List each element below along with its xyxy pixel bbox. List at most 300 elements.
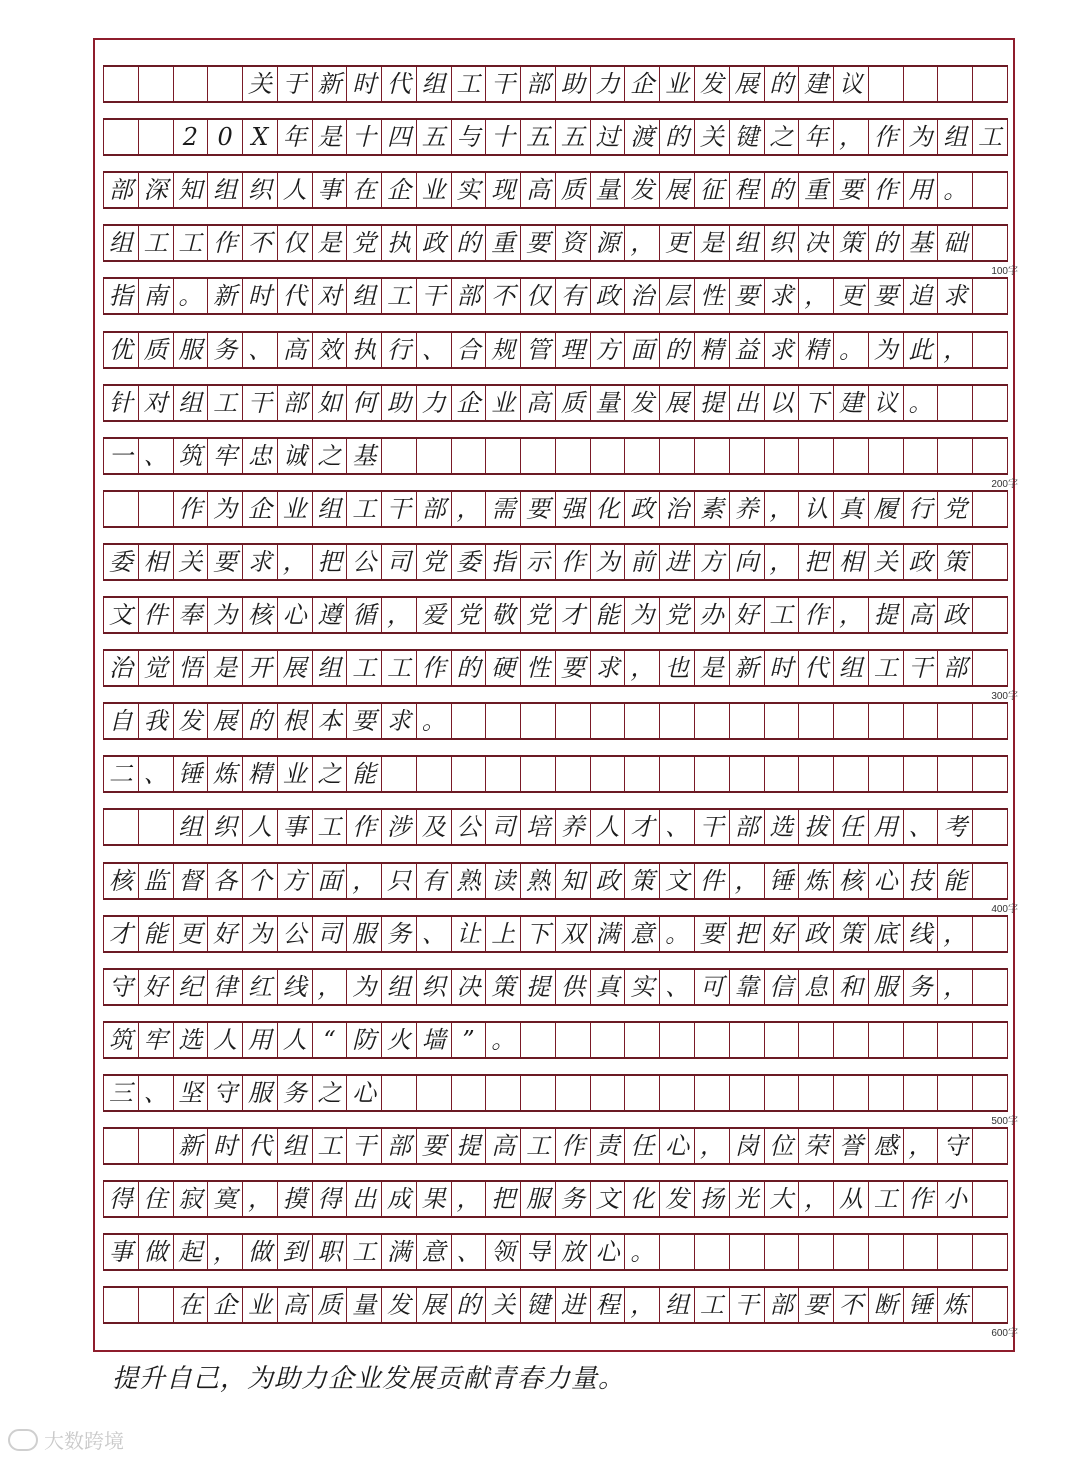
grid-cell: ， (798, 1182, 833, 1216)
grid-cell: 成 (381, 1182, 416, 1216)
grid-cell: 觉 (138, 651, 173, 685)
grid-cell: 遵 (312, 598, 347, 632)
grid-cell: 的 (764, 173, 799, 207)
grid-cell: 硬 (485, 651, 520, 685)
grid-cell: 十 (346, 120, 381, 154)
grid-cell: 策 (833, 917, 868, 951)
grid-cell: 有 (555, 279, 590, 313)
grid-cell: 作 (346, 810, 381, 844)
grid-cell: ， (346, 864, 381, 898)
grid-cell: 重 (485, 226, 520, 260)
grid-cell: ， (937, 970, 972, 1004)
grid-cell: 优 (103, 333, 138, 367)
grid-cell: 责 (590, 1129, 625, 1163)
grid-cell: 司 (485, 810, 520, 844)
grid-cell: 锤 (173, 757, 208, 791)
grid-cell: 起 (173, 1235, 208, 1269)
grid-cell: 要 (416, 1129, 451, 1163)
grid-cell: 部 (451, 279, 486, 313)
grid-row (103, 596, 1008, 634)
grid-row (103, 331, 1008, 369)
grid-cell: 为 (903, 120, 938, 154)
grid-cell: 发 (624, 173, 659, 207)
grid-cell: 只 (381, 864, 416, 898)
grid-cell (972, 226, 1008, 260)
grid-cell (729, 1023, 764, 1057)
grid-cell: 方 (694, 545, 729, 579)
grid-cell: 部 (381, 1129, 416, 1163)
grid-cell: 、 (138, 439, 173, 473)
grid-row (103, 968, 1008, 1006)
grid-cell: 工 (312, 1129, 347, 1163)
grid-cell (972, 917, 1008, 951)
grid-row (103, 384, 1008, 422)
grid-cell (972, 67, 1008, 101)
grid-cell: 委 (103, 545, 138, 579)
grid-cell: 的 (451, 226, 486, 260)
grid-cell: 求 (764, 333, 799, 367)
grid-cell: 、 (659, 810, 694, 844)
grid-cell (972, 439, 1008, 473)
grid-cell: 为 (590, 545, 625, 579)
grid-cell: 助 (555, 67, 590, 101)
grid-cell (972, 279, 1008, 313)
grid-cell: 文 (659, 864, 694, 898)
grid-cell: 火 (381, 1023, 416, 1057)
grid-row (103, 490, 1008, 528)
grid-cell: 为 (242, 917, 277, 951)
grid-cell: 素 (694, 492, 729, 526)
grid-cell: 工 (346, 492, 381, 526)
grid-cell: 渡 (624, 120, 659, 154)
grid-cell: 三 (103, 1076, 138, 1110)
grid-cell: 锤 (764, 864, 799, 898)
grid-cell: 五 (416, 120, 451, 154)
grid-cell (764, 1235, 799, 1269)
grid-cell: 导 (520, 1235, 555, 1269)
grid-cell: 量 (346, 1288, 381, 1322)
grid-cell: 可 (694, 970, 729, 1004)
grid-cell: 炼 (937, 1288, 972, 1322)
grid-row (103, 915, 1008, 953)
grid-cell: 五 (520, 120, 555, 154)
grid-cell (624, 704, 659, 738)
grid-cell: ” (451, 1023, 486, 1057)
grid-cell: 寂 (173, 1182, 208, 1216)
grid-cell: 靠 (729, 970, 764, 1004)
grid-cell: 督 (173, 864, 208, 898)
grid-cell: 提 (520, 970, 555, 1004)
grid-cell: 方 (590, 333, 625, 367)
grid-cell: 征 (694, 173, 729, 207)
grid-cell: X (242, 120, 277, 154)
grid-cell: 能 (138, 917, 173, 951)
grid-cell: 要 (346, 704, 381, 738)
grid-cell: 政 (937, 598, 972, 632)
grid-cell: 十 (485, 120, 520, 154)
grid-cell: 工 (764, 598, 799, 632)
grid-cell: 作 (868, 173, 903, 207)
grid-row (103, 437, 1008, 475)
grid-cell (624, 757, 659, 791)
grid-cell (659, 439, 694, 473)
grid-cell: 党 (451, 598, 486, 632)
grid-cell: 织 (242, 173, 277, 207)
grid-cell: 件 (694, 864, 729, 898)
grid-cell: 干 (903, 651, 938, 685)
grid-cell (138, 120, 173, 154)
grid-cell: 治 (624, 279, 659, 313)
grid-cell: 是 (207, 651, 242, 685)
grid-cell: 为 (624, 598, 659, 632)
grid-cell: 心 (346, 1076, 381, 1110)
grid-cell: 础 (937, 226, 972, 260)
grid-cell: 筑 (173, 439, 208, 473)
grid-cell (937, 757, 972, 791)
grid-cell: 公 (277, 917, 312, 951)
grid-cell: 化 (624, 1182, 659, 1216)
grid-cell: 知 (173, 173, 208, 207)
word-count-marker: 100字 (991, 266, 1018, 278)
grid-cell: 组 (312, 492, 347, 526)
grid-cell: 议 (833, 67, 868, 101)
grid-cell: 管 (520, 333, 555, 367)
grid-cell: ， (833, 120, 868, 154)
grid-cell: 为 (868, 333, 903, 367)
grid-cell: 业 (242, 1288, 277, 1322)
grid-cell: 墙 (416, 1023, 451, 1057)
grid-cell: 源 (590, 226, 625, 260)
grid-row (103, 224, 1008, 262)
grid-cell: 对 (138, 386, 173, 420)
grid-cell (798, 439, 833, 473)
grid-cell: 人 (277, 1023, 312, 1057)
grid-cell: 工 (868, 651, 903, 685)
grid-cell (416, 439, 451, 473)
grid-cell: 得 (103, 1182, 138, 1216)
word-count-marker: 400字 (991, 903, 1018, 915)
grid-cell: 要 (520, 226, 555, 260)
grid-cell: 指 (103, 279, 138, 313)
grid-cell: 。 (659, 917, 694, 951)
grid-cell: 于 (277, 67, 312, 101)
grid-cell: 工 (173, 226, 208, 260)
grid-cell (624, 1023, 659, 1057)
grid-cell: 位 (764, 1129, 799, 1163)
grid-cell: 工 (868, 1182, 903, 1216)
grid-cell: 四 (381, 120, 416, 154)
grid-cell (694, 439, 729, 473)
grid-cell (937, 1235, 972, 1269)
grid-cell: 底 (868, 917, 903, 951)
grid-cell: 行 (903, 492, 938, 526)
grid-cell: 关 (242, 67, 277, 101)
grid-cell: 下 (798, 386, 833, 420)
grid-cell (972, 810, 1008, 844)
grid-cell: 年 (798, 120, 833, 154)
grid-cell: 守 (103, 970, 138, 1004)
grid-cell: 政 (590, 279, 625, 313)
word-count-marker: 500字 (991, 1115, 1018, 1127)
grid-cell: 出 (346, 1182, 381, 1216)
overflow-handwritten-line: 提升自己，为助力企业发展贡献青春力量。 (112, 1364, 626, 1394)
grid-cell: 、 (416, 333, 451, 367)
grid-cell (555, 757, 590, 791)
grid-cell: 展 (659, 386, 694, 420)
grid-cell: 双 (555, 917, 590, 951)
grid-cell: 企 (381, 173, 416, 207)
grid-cell: 得 (312, 1182, 347, 1216)
grid-row (103, 1180, 1008, 1218)
grid-cell: 服 (520, 1182, 555, 1216)
grid-cell: 建 (833, 386, 868, 420)
grid-cell: 要 (729, 279, 764, 313)
grid-cell: 才 (624, 810, 659, 844)
grid-cell: 合 (451, 333, 486, 367)
grid-cell: 治 (103, 651, 138, 685)
grid-cell (485, 704, 520, 738)
grid-cell: 和 (833, 970, 868, 1004)
grid-cell: 组 (312, 651, 347, 685)
grid-cell: 件 (138, 598, 173, 632)
grid-cell: 相 (833, 545, 868, 579)
grid-cell (555, 439, 590, 473)
grid-cell: 代 (381, 67, 416, 101)
grid-cell: 关 (485, 1288, 520, 1322)
grid-cell: 针 (103, 386, 138, 420)
grid-cell (694, 1235, 729, 1269)
grid-cell: 摸 (277, 1182, 312, 1216)
grid-cell: 一 (103, 439, 138, 473)
grid-cell: 实 (451, 173, 486, 207)
grid-cell: 本 (312, 704, 347, 738)
grid-cell: 新 (729, 651, 764, 685)
grid-cell: 职 (312, 1235, 347, 1269)
grid-cell: 相 (138, 545, 173, 579)
grid-cell: 部 (764, 1288, 799, 1322)
grid-cell: 意 (624, 917, 659, 951)
grid-cell: 高 (277, 1288, 312, 1322)
grid-cell: 放 (555, 1235, 590, 1269)
grid-cell: 议 (868, 386, 903, 420)
grid-cell: 心 (277, 598, 312, 632)
grid-cell (903, 1023, 938, 1057)
grid-cell: 服 (868, 970, 903, 1004)
grid-cell: 益 (729, 333, 764, 367)
grid-cell (485, 1076, 520, 1110)
grid-cell: 层 (659, 279, 694, 313)
grid-cell: 发 (624, 386, 659, 420)
grid-cell: 要 (798, 1288, 833, 1322)
grid-cell: 核 (103, 864, 138, 898)
grid-cell: 在 (173, 1288, 208, 1322)
grid-cell (138, 67, 173, 101)
grid-row (103, 65, 1008, 103)
grid-cell: 才 (555, 598, 590, 632)
grid-cell: 意 (416, 1235, 451, 1269)
grid-cell: 深 (138, 173, 173, 207)
grid-cell: 性 (694, 279, 729, 313)
grid-cell: 出 (729, 386, 764, 420)
grid-cell: ， (381, 598, 416, 632)
grid-cell (590, 1023, 625, 1057)
grid-cell: ， (207, 1235, 242, 1269)
grid-cell: 认 (798, 492, 833, 526)
grid-cell: 时 (242, 279, 277, 313)
grid-cell: 重 (798, 173, 833, 207)
grid-cell: 住 (138, 1182, 173, 1216)
grid-cell (103, 492, 138, 526)
grid-cell: 精 (694, 333, 729, 367)
grid-cell (590, 704, 625, 738)
grid-cell (103, 120, 138, 154)
grid-row (103, 1286, 1008, 1324)
word-count-marker: 200字 (991, 478, 1018, 490)
grid-cell: 锤 (903, 1288, 938, 1322)
grid-cell: 执 (381, 226, 416, 260)
grid-cell (972, 598, 1008, 632)
grid-cell: 小 (937, 1182, 972, 1216)
grid-cell (937, 1076, 972, 1110)
grid-cell: 履 (868, 492, 903, 526)
grid-cell: 满 (381, 1235, 416, 1269)
grid-cell: 务 (555, 1182, 590, 1216)
grid-cell (520, 704, 555, 738)
grid-cell: 企 (207, 1288, 242, 1322)
grid-cell (868, 439, 903, 473)
grid-row (103, 702, 1008, 740)
grid-cell: 时 (764, 651, 799, 685)
grid-cell (972, 651, 1008, 685)
grid-cell (972, 970, 1008, 1004)
grid-cell: 熟 (451, 864, 486, 898)
grid-cell (207, 67, 242, 101)
grid-cell: 果 (416, 1182, 451, 1216)
grid-cell: 诚 (277, 439, 312, 473)
grid-cell: 党 (937, 492, 972, 526)
grid-cell: 工 (138, 226, 173, 260)
grid-cell: 熟 (520, 864, 555, 898)
grid-cell (972, 757, 1008, 791)
grid-cell: 事 (312, 173, 347, 207)
grid-cell: 。 (416, 704, 451, 738)
grid-cell (520, 1023, 555, 1057)
grid-cell (694, 1076, 729, 1110)
grid-cell (555, 1023, 590, 1057)
grid-cell: 发 (381, 1288, 416, 1322)
grid-cell: 干 (242, 386, 277, 420)
grid-cell (868, 67, 903, 101)
grid-cell: ， (624, 1288, 659, 1322)
grid-row (103, 277, 1008, 315)
grid-cell (764, 704, 799, 738)
grid-cell: 组 (729, 226, 764, 260)
grid-cell: 心 (590, 1235, 625, 1269)
grid-cell: ， (624, 651, 659, 685)
grid-cell: 五 (555, 120, 590, 154)
grid-cell: 组 (416, 67, 451, 101)
grid-row (103, 171, 1008, 209)
grid-cell: 不 (833, 1288, 868, 1322)
grid-cell: ， (764, 545, 799, 579)
grid-cell: 政 (416, 226, 451, 260)
grid-cell: ， (729, 864, 764, 898)
grid-cell: 面 (312, 864, 347, 898)
grid-cell: 代 (277, 279, 312, 313)
grid-cell: 真 (590, 970, 625, 1004)
grid-cell (659, 1235, 694, 1269)
grid-cell: 大 (764, 1182, 799, 1216)
grid-cell: 荣 (798, 1129, 833, 1163)
grid-cell: 织 (764, 226, 799, 260)
grid-cell: 强 (555, 492, 590, 526)
grid-cell: 好 (138, 970, 173, 1004)
grid-cell: 能 (590, 598, 625, 632)
grid-cell: 、 (138, 1076, 173, 1110)
grid-cell: 人 (207, 1023, 242, 1057)
grid-cell (937, 1023, 972, 1057)
grid-cell (798, 1235, 833, 1269)
grid-cell: 选 (173, 1023, 208, 1057)
grid-cell: 好 (207, 917, 242, 951)
grid-cell (103, 810, 138, 844)
grid-cell (972, 1129, 1008, 1163)
grid-cell (972, 704, 1008, 738)
grid-cell (659, 704, 694, 738)
grid-cell: 精 (798, 333, 833, 367)
grid-cell: 纪 (173, 970, 208, 1004)
grid-cell: 。 (624, 1235, 659, 1269)
grid-cell: 进 (659, 545, 694, 579)
grid-cell: 让 (451, 917, 486, 951)
grid-cell: 悟 (173, 651, 208, 685)
grid-cell (972, 1235, 1008, 1269)
grid-cell: 事 (277, 810, 312, 844)
grid-cell (381, 439, 416, 473)
grid-cell (972, 1076, 1008, 1110)
grid-cell: 用 (903, 173, 938, 207)
grid-cell (937, 67, 972, 101)
grid-cell: 作 (868, 120, 903, 154)
grid-cell: 守 (207, 1076, 242, 1110)
grid-cell: 质 (555, 386, 590, 420)
grid-cell: 真 (833, 492, 868, 526)
grid-cell: 高 (485, 1129, 520, 1163)
grid-cell: 干 (416, 279, 451, 313)
grid-cell: 务 (903, 970, 938, 1004)
grid-cell: 的 (659, 120, 694, 154)
grid-cell: 高 (520, 386, 555, 420)
grid-cell: ， (833, 598, 868, 632)
grid-cell: “ (312, 1023, 347, 1057)
grid-cell: 部 (729, 810, 764, 844)
grid-cell: 代 (242, 1129, 277, 1163)
grid-cell (798, 1023, 833, 1057)
grid-cell: 性 (520, 651, 555, 685)
grid-cell: 。 (903, 386, 938, 420)
grid-cell: 爱 (416, 598, 451, 632)
grid-cell: ， (624, 226, 659, 260)
grid-cell (485, 439, 520, 473)
grid-cell: 知 (555, 864, 590, 898)
grid-cell: 读 (485, 864, 520, 898)
grid-cell: 供 (555, 970, 590, 1004)
grid-cell: 坚 (173, 1076, 208, 1110)
grid-cell: 及 (416, 810, 451, 844)
grid-cell: 作 (555, 545, 590, 579)
grid-cell: 作 (798, 598, 833, 632)
grid-cell: 0 (207, 120, 242, 154)
